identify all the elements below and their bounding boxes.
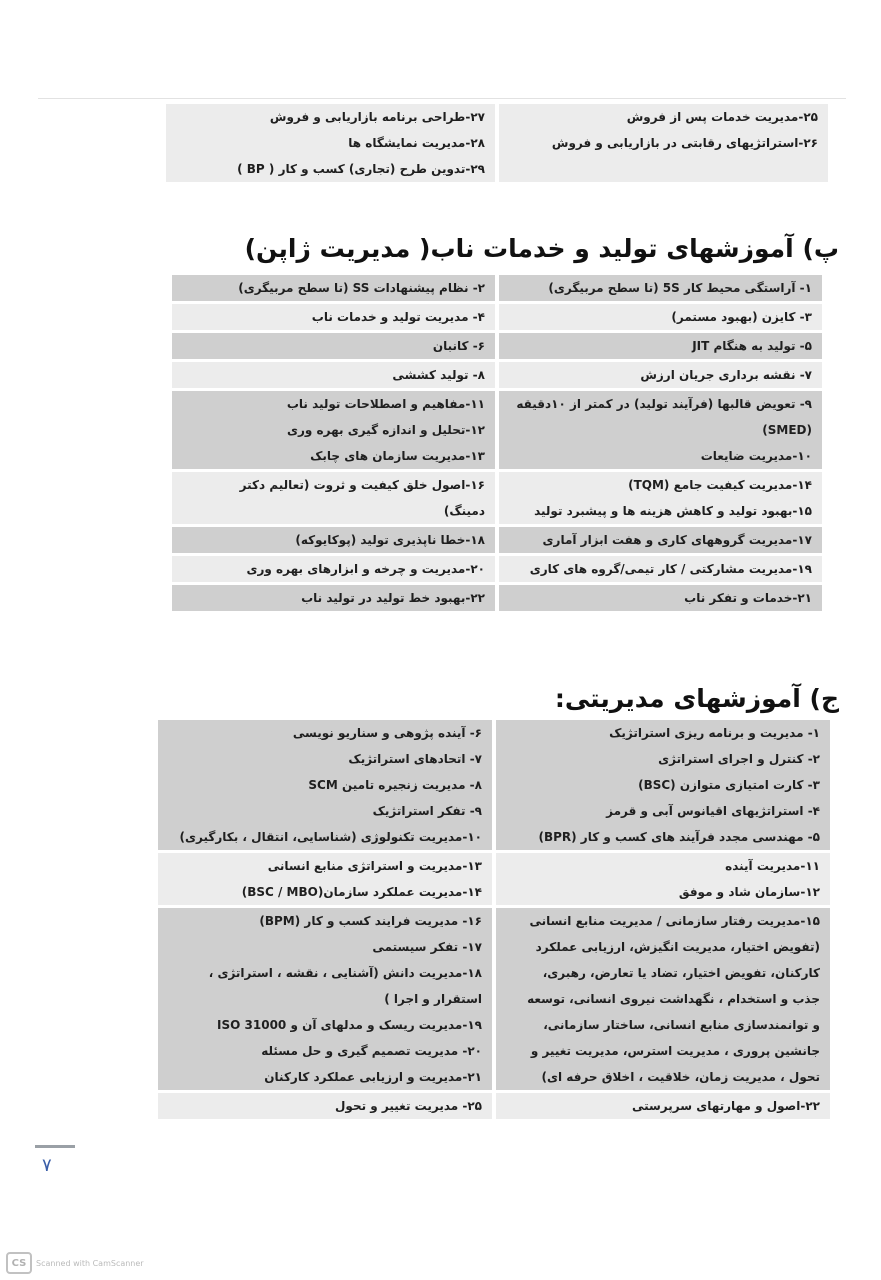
list-item: ۱۳-مدیریت و استراتژی منابع انسانی xyxy=(267,859,482,873)
list-item: ۲۹-تدوین طرح (تجاری) کسب و کار ( BP ) xyxy=(237,162,485,176)
marketing-table-continued xyxy=(166,104,828,182)
list-item: ۱۲-تحلیل و اندازه گیری بهره وری xyxy=(287,423,485,437)
lean-courses-table xyxy=(172,275,822,611)
list-item: دمینگ) xyxy=(443,504,485,518)
list-item: ۲۱-مدیریت و ارزیابی عملکرد کارکنان xyxy=(264,1070,482,1084)
table-cell-right xyxy=(499,362,822,388)
table-cell-right xyxy=(496,908,830,1090)
list-item: ۹- تفکر استراتژیک xyxy=(372,804,482,818)
list-item: ۴- مدیریت تولید و خدمات ناب xyxy=(311,310,485,324)
top-divider xyxy=(38,98,846,99)
list-item: ۱۳-مدیریت سازمان های چابک xyxy=(310,449,485,463)
list-item: ۲۲-اصول و مهارتهای سرپرستی xyxy=(631,1099,820,1113)
page-number-rule xyxy=(35,1145,75,1148)
list-item: ۱- آراستگی محیط کار 5S (تا سطح مربیگری) xyxy=(548,281,812,295)
table-cell-right xyxy=(496,1093,830,1119)
list-item: ۲۰- مدیریت تصمیم گیری و حل مسئله xyxy=(261,1044,482,1058)
section-heading-lean: پ) آموزشهای تولید و خدمات ناب( مدیریت ژاپن) xyxy=(244,234,839,263)
watermark-text: Scanned with CamScanner xyxy=(36,1258,144,1268)
table-cell-right xyxy=(499,275,822,301)
list-item: ۶- آینده پژوهی و سناریو نویسی xyxy=(292,726,482,740)
list-item: جذب و استخدام ، نگهداشت نیروی انسانی، توسعه xyxy=(527,992,820,1006)
list-item: ۲۸-مدیریت نمایشگاه ها xyxy=(348,136,485,150)
camscanner-watermark xyxy=(6,1252,144,1274)
list-item: (SMED) xyxy=(762,423,812,437)
table-cell-left xyxy=(158,720,492,850)
table-cell-left xyxy=(158,1093,492,1119)
list-item: ۲- کنترل و اجرای استراتژی xyxy=(658,752,820,766)
table-cell-left xyxy=(158,853,492,905)
list-item: ۹- تعویض قالبها (فرآیند تولید) در کمتر از ۱۰دقیقه xyxy=(516,397,812,411)
list-item: ۵- تولید به هنگام JIT xyxy=(692,339,812,353)
list-item: (تفویض اختیار، مدیریت انگیزش، ارزیابی عملکرد xyxy=(535,940,820,954)
page-number: ۷ xyxy=(42,1155,52,1176)
list-item: ۱۰-مدیریت ضایعات xyxy=(700,449,812,463)
table-cell-left xyxy=(172,275,495,301)
list-item: ۱۷-مدیریت گروههای کاری و هفت ابزار آماری xyxy=(542,533,812,547)
list-item: ۱۷- تفکر سیستمی xyxy=(372,940,482,954)
table-cell-left xyxy=(172,527,495,553)
table-cell-right xyxy=(499,556,822,582)
table-cell-left xyxy=(158,908,492,1090)
table-cell-left xyxy=(172,472,495,524)
table-cell-right xyxy=(499,527,822,553)
list-item: ۱۶- مدیریت فرایند کسب و کار (BPM) xyxy=(259,914,482,928)
list-item: و توانمندسازی منابع انسانی، ساختار سازمانی، xyxy=(543,1018,820,1032)
list-item: ۱۸-مدیریت دانش (آشنایی ، نقشه ، استراتژی ، xyxy=(208,966,482,980)
table-cell-right xyxy=(496,720,830,850)
list-item: ۱۲-سازمان شاد و موفق xyxy=(678,885,820,899)
table-cell-right xyxy=(496,853,830,905)
table-cell-left xyxy=(172,556,495,582)
list-item: ۶- کانبان xyxy=(432,339,485,353)
table-cell-right xyxy=(499,585,822,611)
list-item: ۲۰-مدیریت و چرخه و ابزارهای بهره وری xyxy=(246,562,485,576)
list-item: ۸- مدیریت زنجیره تامین SCM xyxy=(308,778,482,792)
marketing-col-right xyxy=(499,104,828,182)
marketing-col-left xyxy=(166,104,495,182)
section-heading-management: ج) آموزشهای مدیریتی: xyxy=(554,684,839,713)
list-item: استقرار و اجرا ) xyxy=(384,992,482,1006)
list-item: جانشین پروری ، مدیریت استرس، مدیریت تغییر و xyxy=(530,1044,820,1058)
list-item: ۸- تولید کششی xyxy=(392,368,485,382)
table-cell-left xyxy=(172,585,495,611)
list-item: ۱۱-مفاهیم و اصطلاحات تولید ناب xyxy=(286,397,485,411)
list-item: ۱۱-مدیریت آینده xyxy=(725,859,820,873)
management-courses-table xyxy=(158,720,830,1119)
list-item: ۱۰-مدیریت تکنولوژی (شناسایی، انتقال ، بکارگیری) xyxy=(179,830,482,844)
list-item: ۲- نظام پیشنهادات SS (تا سطح مربیگری) xyxy=(238,281,485,295)
table-cell-right xyxy=(499,391,822,469)
list-item: ۱۵-مدیریت رفتار سازمانی / مدیریت منابع انسانی xyxy=(529,914,820,928)
table-cell-right xyxy=(499,472,822,524)
list-item: کارکنان، تفویض اختیار، تضاد یا تعارض، رهبری، xyxy=(542,966,820,980)
list-item: ۱۵-بهبود تولید و کاهش هزینه ها و پیشبرد تولید xyxy=(534,504,812,518)
list-item: ۷- اتحادهای استراتژیک xyxy=(348,752,482,766)
camscanner-logo-icon: CS xyxy=(6,1252,32,1274)
table-cell-left xyxy=(172,362,495,388)
list-item: ۲۵-مدیریت خدمات پس از فروش xyxy=(626,110,818,124)
table-cell-right xyxy=(499,333,822,359)
list-item: ۱۶-اصول خلق کیفیت و ثروت (تعالیم دکتر xyxy=(239,478,485,492)
list-item: ۵- مهندسی مجدد فرآیند های کسب و کار (BPR) xyxy=(538,830,820,844)
list-item: ۱۹-مدیریت ریسک و مدلهای آن و ISO 31000 xyxy=(217,1018,482,1032)
table-cell-left xyxy=(172,333,495,359)
list-item: ۱۴-مدیریت کیفیت جامع (TQM) xyxy=(628,478,812,492)
list-item: ۴- استراتژیهای اقیانوس آبی و قرمز xyxy=(606,804,820,818)
table-cell-left xyxy=(172,304,495,330)
list-item: ۱- مدیریت و برنامه ریزی استراتژیک xyxy=(609,726,820,740)
list-item: ۲۷-طراحی برنامه بازاریابی و فروش xyxy=(269,110,485,124)
list-item: ۳- کایزن (بهبود مستمر) xyxy=(671,310,812,324)
list-item: تحول ، مدیریت زمان، خلاقیت ، اخلاق حرفه ای) xyxy=(541,1070,820,1084)
table-cell-right xyxy=(499,304,822,330)
list-item: ۲۶-استراتژیهای رقابتی در بازاریابی و فروش xyxy=(551,136,818,150)
list-item: ۱۸-خطا ناپذیری تولید (پوکایوکه) xyxy=(295,533,485,547)
list-item: ۱۹-مدیریت مشارکتی / کار تیمی/گروه های کاری xyxy=(529,562,812,576)
list-item: ۷- نقشه برداری جریان ارزش xyxy=(640,368,812,382)
table-cell-left xyxy=(172,391,495,469)
list-item: ۳- کارت امتیازی متوازن (BSC) xyxy=(638,778,820,792)
list-item: ۲۱-خدمات و تفکر ناب xyxy=(684,591,812,605)
list-item: ۲۲-بهبود خط تولید در تولید ناب xyxy=(301,591,485,605)
list-item: ۱۴-مدیریت عملکرد سازمان(BSC / MBO) xyxy=(241,885,482,899)
list-item: ۲۵- مدیریت تغییر و تحول xyxy=(335,1099,482,1113)
